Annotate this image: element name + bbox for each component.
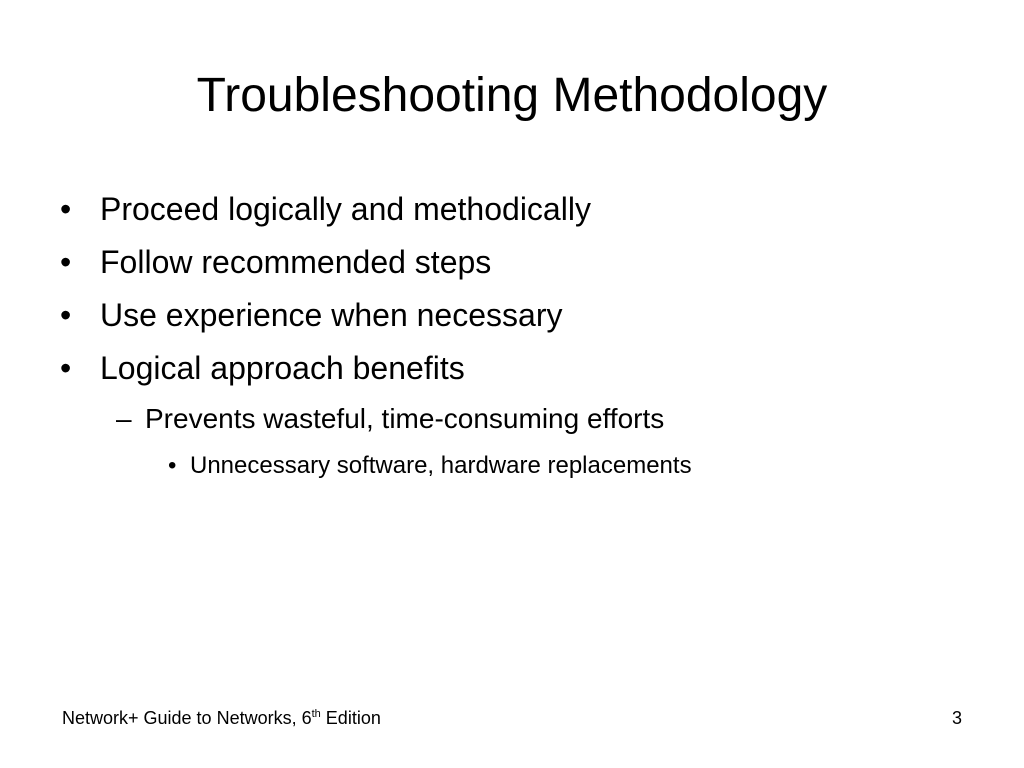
sub-sub-bullet-text: Unnecessary software, hardware replacements [190,452,692,479]
bullet-marker: • [60,244,72,280]
footer-book-suffix: Edition [320,708,381,728]
slide-title: Troubleshooting Methodology [196,69,828,122]
dash-marker: – [116,403,132,434]
bullet-text: Proceed logically and methodically [100,191,591,227]
bullet-text: Logical approach benefits [100,350,465,386]
footer-book-superscript: th [311,708,321,720]
bullet-marker: • [168,452,177,479]
bullet-text: Use experience when necessary [100,297,563,333]
bullet-text: Follow recommended steps [100,244,492,280]
sub-bullet-text: Prevents wasteful, time-consuming efforts [145,403,665,434]
slide-number: 3 [951,708,962,728]
bullet-marker: • [60,191,72,227]
footer-book-title [62,706,381,730]
footer-book-prefix: Network+ Guide to Networks, 6 [62,708,312,728]
bullet-marker: • [60,350,72,386]
bullet-marker: • [60,297,72,333]
